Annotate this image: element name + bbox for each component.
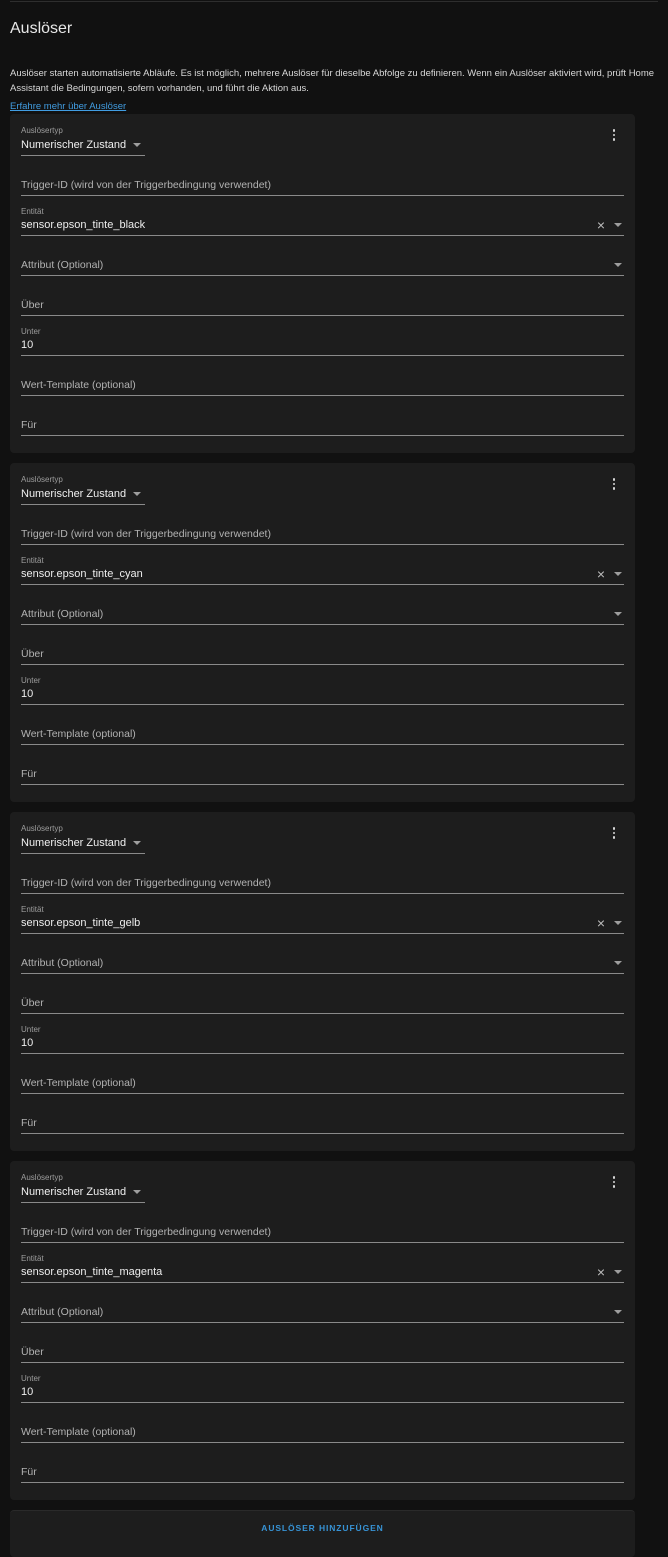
- entity-field[interactable]: [21, 905, 624, 934]
- chevron-down-icon[interactable]: [614, 612, 622, 616]
- trigger-type-label: Auslösertyp: [21, 824, 63, 833]
- value-template-field[interactable]: [21, 377, 624, 396]
- trigger-type-value: Numerischer Zustand: [21, 1186, 127, 1198]
- trigger-type-select[interactable]: [21, 1183, 145, 1203]
- learn-more-link[interactable]: Erfahre mehr über Auslöser: [10, 101, 127, 112]
- trigger-type-label: Auslösertyp: [21, 475, 63, 484]
- entity-value: sensor.epson_tinte_black: [21, 219, 146, 231]
- below-field[interactable]: [21, 1025, 624, 1054]
- kebab-menu-icon[interactable]: [607, 127, 621, 143]
- chevron-down-icon: [133, 492, 141, 496]
- above-field[interactable]: [21, 297, 624, 316]
- kebab-menu-icon[interactable]: [607, 476, 621, 492]
- for-field[interactable]: [21, 417, 624, 436]
- value-template-field[interactable]: [21, 1424, 624, 1443]
- chevron-down-icon: [133, 1190, 141, 1194]
- below-label: Unter: [21, 1374, 41, 1383]
- entity-label: Entität: [21, 905, 44, 914]
- attribute-field[interactable]: [21, 606, 624, 625]
- clear-icon[interactable]: ×: [596, 566, 605, 582]
- entity-value: sensor.epson_tinte_cyan: [21, 568, 143, 580]
- clear-icon[interactable]: ×: [596, 915, 605, 931]
- page-description: Auslöser starten automatisierte Abläufe. Es ist möglich, mehrere Auslöser für dieselbe Abfolge zu definieren. Wenn ein Auslöser aktiviert wird, prüft Home Assistant die Bedingungen, sofern vorhanden, und führt die Aktion aus.: [10, 68, 655, 94]
- trigger-id-placeholder: Trigger-ID (wird von der Triggerbedingung verwendet): [21, 528, 271, 540]
- chevron-down-icon[interactable]: [614, 1270, 622, 1274]
- top-divider: [10, 1, 658, 2]
- trigger-type-label: Auslösertyp: [21, 126, 63, 135]
- entity-field[interactable]: [21, 556, 624, 585]
- below-label: Unter: [21, 1025, 41, 1034]
- add-trigger-button[interactable]: AUSLÖSER HINZUFÜGEN: [253, 1519, 391, 1537]
- above-field[interactable]: [21, 646, 624, 665]
- chevron-down-icon[interactable]: [614, 961, 622, 965]
- entity-label: Entität: [21, 1254, 44, 1263]
- entity-value: sensor.epson_tinte_magenta: [21, 1266, 163, 1278]
- below-field[interactable]: [21, 327, 624, 356]
- value-template-field[interactable]: [21, 1075, 624, 1094]
- trigger-card: [10, 114, 635, 453]
- attribute-placeholder: Attribut (Optional): [21, 1306, 104, 1318]
- above-field[interactable]: [21, 1344, 624, 1363]
- above-field[interactable]: [21, 995, 624, 1014]
- attribute-field[interactable]: [21, 955, 624, 974]
- chevron-down-icon[interactable]: [614, 223, 622, 227]
- for-placeholder: Für: [21, 1117, 37, 1129]
- trigger-id-placeholder: Trigger-ID (wird von der Triggerbedingung verwendet): [21, 877, 271, 889]
- for-field[interactable]: [21, 766, 624, 785]
- trigger-id-field[interactable]: [21, 1224, 624, 1243]
- chevron-down-icon[interactable]: [614, 263, 622, 267]
- chevron-down-icon[interactable]: [614, 1310, 622, 1314]
- for-field[interactable]: [21, 1464, 624, 1483]
- clear-icon[interactable]: ×: [596, 1264, 605, 1280]
- entity-label: Entität: [21, 207, 44, 216]
- above-placeholder: Über: [21, 997, 44, 1009]
- page-title: Auslöser: [10, 20, 73, 37]
- below-field[interactable]: [21, 676, 624, 705]
- kebab-menu-icon[interactable]: [607, 825, 621, 841]
- for-placeholder: Für: [21, 419, 37, 431]
- below-value: 10: [21, 1037, 34, 1049]
- trigger-id-field[interactable]: [21, 875, 624, 894]
- for-field[interactable]: [21, 1115, 624, 1134]
- above-placeholder: Über: [21, 299, 44, 311]
- below-field[interactable]: [21, 1374, 624, 1403]
- value-template-placeholder: Wert-Template (optional): [21, 379, 136, 391]
- value-template-placeholder: Wert-Template (optional): [21, 1077, 136, 1089]
- chevron-down-icon: [133, 841, 141, 845]
- attribute-field[interactable]: [21, 1304, 624, 1323]
- entity-value: sensor.epson_tinte_gelb: [21, 917, 141, 929]
- trigger-card: [10, 812, 635, 1151]
- trigger-type-value: Numerischer Zustand: [21, 488, 127, 500]
- trigger-card: [10, 1161, 635, 1500]
- kebab-menu-icon[interactable]: [607, 1174, 621, 1190]
- value-template-placeholder: Wert-Template (optional): [21, 1426, 136, 1438]
- trigger-type-label: Auslösertyp: [21, 1173, 63, 1182]
- for-placeholder: Für: [21, 1466, 37, 1478]
- below-value: 10: [21, 339, 34, 351]
- above-placeholder: Über: [21, 1346, 44, 1358]
- entity-field[interactable]: [21, 1254, 624, 1283]
- below-value: 10: [21, 1386, 34, 1398]
- attribute-field[interactable]: [21, 257, 624, 276]
- attribute-placeholder: Attribut (Optional): [21, 957, 104, 969]
- value-template-placeholder: Wert-Template (optional): [21, 728, 136, 740]
- chevron-down-icon[interactable]: [614, 921, 622, 925]
- chevron-down-icon: [133, 143, 141, 147]
- trigger-type-select[interactable]: [21, 485, 145, 505]
- below-label: Unter: [21, 327, 41, 336]
- add-trigger-card: [10, 1510, 635, 1557]
- entity-field[interactable]: [21, 207, 624, 236]
- chevron-down-icon[interactable]: [614, 572, 622, 576]
- trigger-id-field[interactable]: [21, 526, 624, 545]
- clear-icon[interactable]: ×: [596, 217, 605, 233]
- entity-label: Entität: [21, 556, 44, 565]
- attribute-placeholder: Attribut (Optional): [21, 608, 104, 620]
- attribute-placeholder: Attribut (Optional): [21, 259, 104, 271]
- trigger-id-placeholder: Trigger-ID (wird von der Triggerbedingung verwendet): [21, 1226, 271, 1238]
- trigger-type-select[interactable]: [21, 136, 145, 156]
- trigger-id-placeholder: Trigger-ID (wird von der Triggerbedingung verwendet): [21, 179, 271, 191]
- trigger-type-value: Numerischer Zustand: [21, 837, 127, 849]
- above-placeholder: Über: [21, 648, 44, 660]
- below-label: Unter: [21, 676, 41, 685]
- value-template-field[interactable]: [21, 726, 624, 745]
- trigger-type-value: Numerischer Zustand: [21, 139, 127, 151]
- below-value: 10: [21, 688, 34, 700]
- for-placeholder: Für: [21, 768, 37, 780]
- trigger-id-field[interactable]: [21, 177, 624, 196]
- trigger-type-select[interactable]: [21, 834, 145, 854]
- trigger-card: [10, 463, 635, 802]
